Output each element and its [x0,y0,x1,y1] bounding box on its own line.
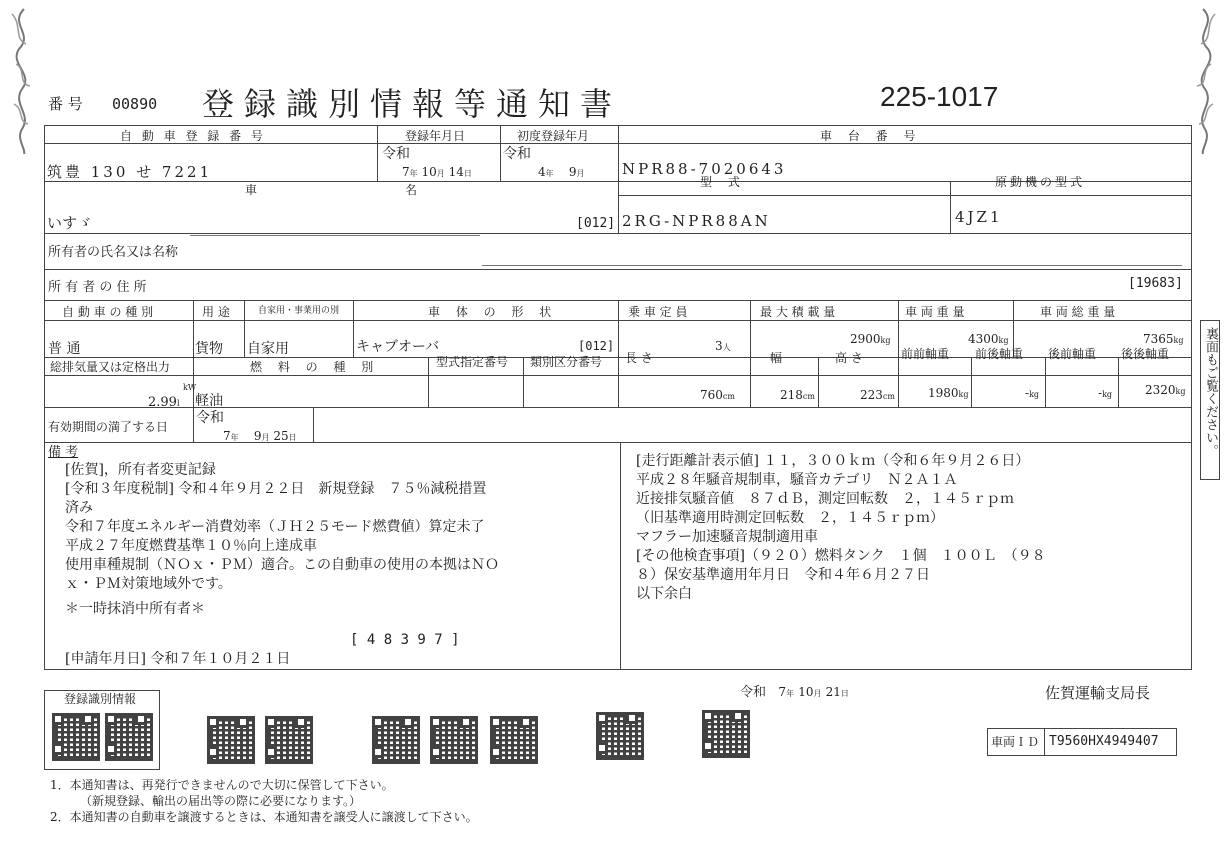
heading-class: 類別区分番号 [530,355,603,369]
qr-finder-pattern [596,712,608,724]
qr-finder-pattern [402,716,414,728]
vehicle-kind: 普 通 [48,341,81,357]
owner-address-label: 所 有 者 の 住 所 [48,280,147,295]
qr-finder-pattern [626,712,638,724]
owner-name-label: 所有者の氏名又は名称 [48,245,179,260]
heading-car-name-2: 名 [405,183,418,197]
owner-code: [19683] [1128,276,1183,291]
qr-finder-pattern [520,716,532,728]
regdate-era: 令和 [382,146,410,162]
regdate-day: 14 [448,165,464,179]
heading-engine-model: 原動機の型式 [995,175,1086,189]
issuer: 佐賀運輸支局長 [1045,684,1151,702]
heading-max-load: 最 大 積 載 量 [760,305,836,319]
qr-code-3 [207,716,255,764]
number-label: 番 号 [48,95,83,113]
qr-finder-pattern [702,710,714,722]
heading-gross-weight: 車 両 総 重 量 [1040,305,1116,319]
height-value: 223cm [860,388,895,402]
regdate-year: 7 [402,165,410,179]
heading-first-registration: 初度登録年月 [517,129,590,143]
heading-length: 長 さ [625,351,653,365]
corner-ornament-left [4,4,44,154]
temporary-deregistration-note: ＊一時抹消中所有者＊ [65,601,205,617]
ff-axle-value: 1980kg [928,386,969,400]
use-value: 貨物 [195,341,223,357]
qr-finder-pattern [372,716,384,728]
gross-weight-value: 7365kg [1143,332,1184,346]
first-year: 4 [538,165,546,179]
length-value: 760cm [700,388,735,402]
plate-number: 筑豊 130 せ 7221 [47,163,213,181]
expiry-era: 令和 [196,410,224,426]
heading-rf-axle: 後前軸重 [1048,347,1097,361]
qr-finder-pattern [207,716,219,728]
note-2: 2．本通知書の自動車を譲渡するときは、本通知書を譲受人に譲渡して下さい。 [50,810,478,824]
regdate-month: 10 [421,165,437,179]
remarks-left: [佐賀]，所有者変更記録 [令和３年度税制] 令和４年９月２２日 新規登録 ７５％減税措置 済み 令和７年度エネルギー消費効率（ＪＨ２５モード燃費値）算定未了 平成２７年度燃費基準１０％向上達成車 使用車種規制（ＮＯｘ・ＰＭ）適合。この自動車の使用の本拠はＮＯ ｘ・ＰＭ対策地域外です。 [65,462,499,592]
body-code: [012] [578,339,615,353]
heading-displacement: 総排気量又は定格出力 [50,360,171,374]
regdate-value: 7年 10月 14日 [402,165,472,179]
first-month: 9 [568,165,577,179]
qr-finder-pattern [295,716,307,728]
heading-registration-number: 自 動 車 登 録 番 号 [120,129,266,143]
model-value: 2RG-NPR88AN [622,212,771,230]
max-load-value: 2900kg [850,332,891,346]
qr-finder-pattern [105,713,117,725]
qr-code-8 [596,712,644,760]
qr-finder-pattern [372,746,384,758]
qr-finder-pattern [490,716,502,728]
qr-finder-pattern [430,716,442,728]
qr-finder-pattern [52,713,64,725]
first-era: 令和 [503,146,531,162]
heading-fr-axle: 前後軸重 [975,347,1024,361]
heading-use: 用 途 [202,305,230,319]
chassis-number: NPR88-7020643 [622,160,787,178]
rr-axle-value: 2320kg [1145,383,1186,397]
qr-code-9 [702,710,750,758]
heading-height: 高 さ [835,351,863,365]
disp-unit-kw: kW [183,383,197,392]
private-value: 自家用 [247,341,289,357]
note-1: 1．本通知書は、再発行できませんので大切に保管して下さい。 [50,778,394,792]
heading-private: 自家用・事業用の別 [258,306,340,316]
displacement-value: 2.99l [148,395,180,410]
qr-finder-pattern [732,710,744,722]
heading-registration-date: 登録年月日 [405,129,466,143]
width-value: 218cm [780,388,815,402]
vehicle-id-label: 車両ＩＤ [991,735,1040,749]
qr-code-2 [105,713,153,761]
remarks-label: 備 考 [48,445,79,460]
qr-label: 登録識別情報 [64,692,137,706]
qr-code-5 [372,716,420,764]
capacity-value: 3人 [715,339,731,353]
heading-ff-axle: 前前軸重 [901,347,950,361]
qr-finder-pattern [82,713,94,725]
qr-finder-pattern [265,746,277,758]
expiry-date: 7年 9月 25日 [223,429,297,443]
car-name-code: [012] [576,216,616,231]
qr-finder-pattern [237,716,249,728]
qr-finder-pattern [490,746,502,758]
qr-finder-pattern [52,743,64,755]
heading-designation: 型式指定番号 [436,355,509,369]
heading-car-name-1: 車 [245,183,258,197]
qr-finder-pattern [105,743,117,755]
heading-fuel: 燃 料 の 種 別 [250,360,380,374]
application-date: [申請年月日] 令和７年１０月２１日 [65,651,291,667]
rf-axle-value: -kg [1098,386,1113,400]
vehicle-weight-value: 4300kg [968,332,1009,346]
qr-code-1 [52,713,100,761]
heading-model: 型 式 [700,175,746,189]
fr-axle-value: -kg [1025,386,1040,400]
number-value: 00890 [112,95,158,113]
note-1b: （新規登録、輸出の届出等の際に必要になります。） [80,794,362,808]
qr-code-6 [430,716,478,764]
stamp-number: 225-1017 [880,81,999,112]
qr-finder-pattern [135,713,147,725]
body-shape: キャブオーバ [356,339,440,355]
first-reg-value: 4年 9月 [538,165,585,179]
qr-code-4 [265,716,313,764]
side-note: 裏面もご覧ください。 [1200,320,1220,480]
qr-finder-pattern [430,746,442,758]
heading-capacity: 乗 車 定 員 [628,305,688,319]
car-name: いすゞ [47,214,93,232]
document-title: 登録識別情報等通知書 [202,85,623,123]
qr-finder-pattern [596,742,608,754]
heading-width: 幅 [770,351,783,365]
heading-rr-axle: 後後軸重 [1121,347,1170,361]
engine-model: 4JZ1 [955,208,1003,226]
qr-finder-pattern [702,740,714,752]
heading-vehicle-weight: 車 両 重 量 [905,305,965,319]
heading-body-shape: 車 体 の 形 状 [428,305,558,319]
fuel-value: 軽油 [195,393,223,409]
vehicle-id: T9560HX4949407 [1049,734,1159,749]
remarks-right: [走行距離計表示値] １１，３００ｋｍ（令和６年９月２６日） 平成２８年騒音規制車，騒音カテゴリ Ｎ２Ａ１Ａ 近接排気騒音値 ８７ｄＢ，測定回転数 ２，１４５ｒｐｍ （旧基準適用時測定回転数 ２，１４５ｒｐｍ） マフラー加速騒音規制適用車 [その他検査事項]（９２０）燃料タンク １個 １００Ｌ （９８ ８）保安基準適用年月日 令和４年６月２７日 以下余白 [636,453,1046,602]
heading-chassis-number: 車 台 番 号 [820,129,922,143]
qr-finder-pattern [460,716,472,728]
qr-finder-pattern [265,716,277,728]
qr-code-7 [490,716,538,764]
remarks-code: [ 4 8 3 9 7 ] [350,632,460,648]
issue-date: 令和 7年 10月 21日 [740,685,849,700]
expiry-label: 有効期間の満了する日 [48,420,169,434]
heading-vehicle-kind: 自 動 車 の 種 別 [62,305,154,319]
qr-finder-pattern [207,746,219,758]
